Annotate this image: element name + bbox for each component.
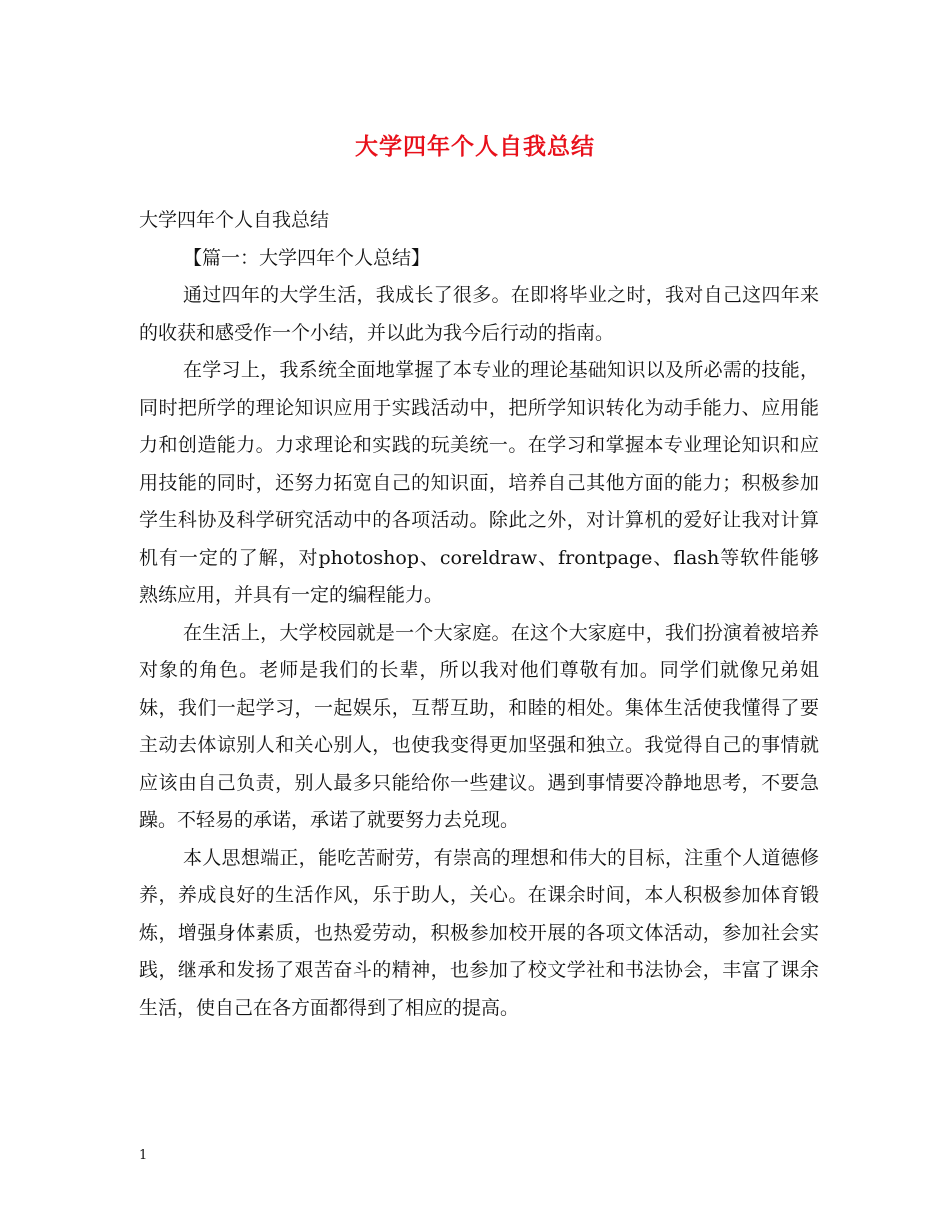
page-number: 1 <box>139 1148 148 1163</box>
section-heading: 【篇一：大学四年个人总结】 <box>183 246 431 269</box>
paragraph-study: 在学习上，我系统全面地掌握了本专业的理论基础知识以及所必需的技能，同时把所学的理论知识应用于实践活动中，把所学知识转化为动手能力、应用能力和创造能力。力求理论和实践的玩美统一。在学习和掌握本专业理论知识和应用技能的同时，还努力拓宽自己的知识面，培养自己其他方面的能力；积极参加学生科协及科学研究活动中的各项活动。除此之外，对计算机的爱好让我对计算机有一定的了解，对photoshop、coreldraw、frontpage、flash等软件能够熟练应用，并具有一定的编程能力。 <box>139 359 819 606</box>
document-title: 大学四年个人自我总结 <box>355 133 595 160</box>
paragraph-life: 在生活上，大学校园就是一个大家庭。在这个大家庭中，我们扮演着被培养对象的角色。老师是我们的长辈，所以我对他们尊敬有加。同学们就像兄弟姐妹，我们一起学习，一起娱乐，互帮互助，和睦的相处。集体生活使我懂得了要主动去体谅别人和关心别人，也使我变得更加坚强和独立。我觉得自己的事情就应该由自己负责，别人最多只能给你一些建议。遇到事情要冷静地思考，不要急躁。不轻易的承诺，承诺了就要努力去兑现。 <box>139 621 819 831</box>
paragraph-intro: 通过四年的大学生活，我成长了很多。在即将毕业之时，我对自己这四年来的收获和感受作一个小结，并以此为我今后行动的指南。 <box>139 284 819 344</box>
paragraph-character: 本人思想端正，能吃苦耐劳，有崇高的理想和伟大的目标，注重个人道德修养，养成良好的生活作风，乐于助人，关心。在课余时间，本人积极参加体育锻炼，增强身体素质，也热爱劳动，积极参加校开展的各项文体活动，参加社会实践，继承和发扬了艰苦奋斗的精神，也参加了校文学社和书法协会，丰富了课余生活，使自己在各方面都得到了相应的提高。 <box>139 846 819 1019</box>
document-body <box>139 202 819 1027</box>
subtitle-line: 大学四年个人自我总结 <box>139 209 330 231</box>
